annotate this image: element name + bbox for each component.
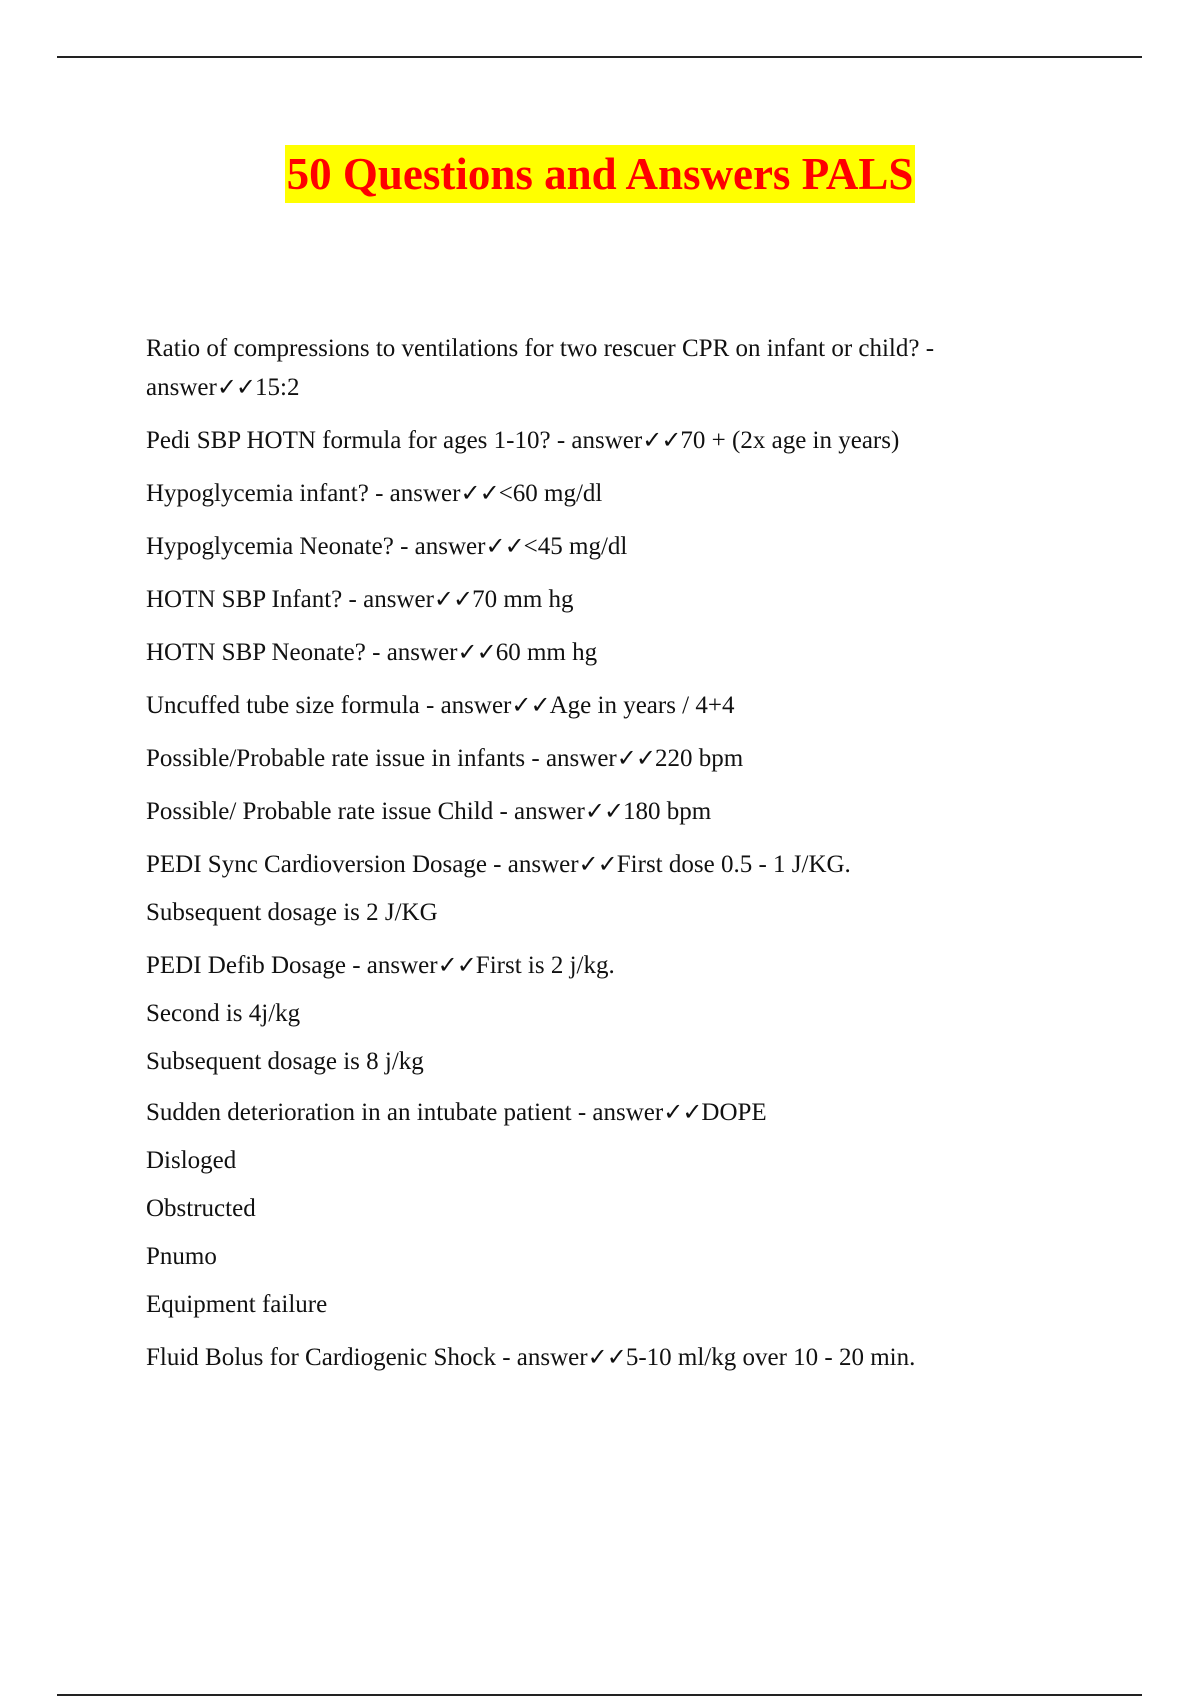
qa-item-6 (146, 633, 1046, 672)
check-mark-icon: ✓✓ (433, 585, 473, 613)
check-mark-icon: ✓✓ (457, 638, 496, 666)
question-text: Fluid Bolus for Cardiogenic Shock - answer (146, 1344, 588, 1371)
answer-text: 180 bpm (623, 798, 712, 825)
page-title: 50 Questions and Answers PALS (285, 145, 916, 203)
question-text: HOTN SBP Neonate? - answer (146, 639, 458, 666)
qa-item-2 (146, 421, 1046, 460)
check-mark-icon: ✓✓ (216, 373, 256, 401)
title-block (0, 145, 1200, 203)
question-text: Possible/ Probable rate issue Child - answer (146, 798, 585, 825)
answer-continuation: Pnumo (146, 1243, 217, 1270)
answer-text: 15:2 (255, 374, 300, 401)
answer-text: Age in years / 4+4 (549, 692, 735, 719)
question-text: Uncuffed tube size formula - answer (146, 692, 512, 719)
answer-text: <45 mg/dl (523, 533, 628, 560)
check-mark-icon: ✓✓ (663, 1098, 702, 1126)
qa-item-4 (146, 527, 1046, 566)
qa-list (146, 330, 1046, 1377)
qa-item-7 (146, 686, 1046, 725)
question-text: Ratio of compressions to ventilations for two rescuer CPR on infant or child? - answer (146, 335, 935, 401)
question-text: Possible/Probable rate issue in infants - answer (146, 745, 617, 772)
answer-text: 60 mm hg (495, 639, 598, 666)
qa-item-10 (146, 845, 1046, 884)
answer-continuation: Disloged (146, 1147, 237, 1174)
question-text: Hypoglycemia infant? - answer (146, 480, 461, 507)
answer-continuation: Subsequent dosage is 2 J/KG (146, 899, 438, 926)
check-mark-icon: ✓✓ (642, 426, 681, 454)
bottom-rule (57, 1694, 1142, 1696)
answer-continuation: Equipment failure (146, 1291, 328, 1318)
answer-text: 70 + (2x age in years) (680, 427, 900, 454)
check-mark-icon: ✓✓ (437, 951, 476, 979)
question-text: PEDI Defib Dosage - answer (146, 952, 438, 979)
check-mark-icon: ✓✓ (584, 797, 624, 825)
answer-text: First is 2 j/kg. (475, 952, 615, 979)
question-text: Sudden deterioration in an intubate patient - answer (146, 1099, 664, 1126)
check-mark-icon: ✓✓ (511, 691, 550, 719)
qa-item-8 (146, 739, 1046, 778)
check-mark-icon: ✓✓ (485, 532, 524, 560)
question-text: Hypoglycemia Neonate? - answer (146, 533, 486, 560)
top-rule (57, 56, 1142, 58)
check-mark-icon: ✓✓ (616, 744, 655, 772)
question-text: HOTN SBP Infant? - answer (146, 586, 434, 613)
qa-item-5 (146, 580, 1046, 619)
answer-text: 5-10 ml/kg over 10 - 20 min. (625, 1344, 916, 1371)
check-mark-icon: ✓✓ (460, 479, 499, 507)
check-mark-icon: ✓✓ (587, 1343, 626, 1371)
qa-item-12 (146, 1093, 1046, 1132)
qa-item-9 (146, 792, 1046, 831)
question-text: PEDI Sync Cardioversion Dosage - answer (146, 851, 579, 878)
qa-item-3 (146, 474, 1046, 513)
qa-item-1 (146, 330, 1046, 407)
question-text: Pedi SBP HOTN formula for ages 1-10? - answer (146, 427, 643, 454)
answer-text: 220 bpm (654, 745, 744, 772)
answer-continuation: Subsequent dosage is 8 j/kg (146, 1048, 424, 1075)
qa-item-13 (146, 1338, 1046, 1377)
check-mark-icon: ✓✓ (578, 850, 617, 878)
qa-item-11 (146, 946, 1046, 985)
answer-continuation: Second is 4j/kg (146, 1000, 301, 1027)
answer-text: 70 mm hg (472, 586, 574, 613)
answer-continuation: Obstructed (146, 1195, 256, 1222)
answer-text: DOPE (701, 1099, 767, 1126)
answer-text: First dose 0.5 - 1 J/KG. (616, 851, 851, 878)
answer-text: <60 mg/dl (498, 480, 603, 507)
